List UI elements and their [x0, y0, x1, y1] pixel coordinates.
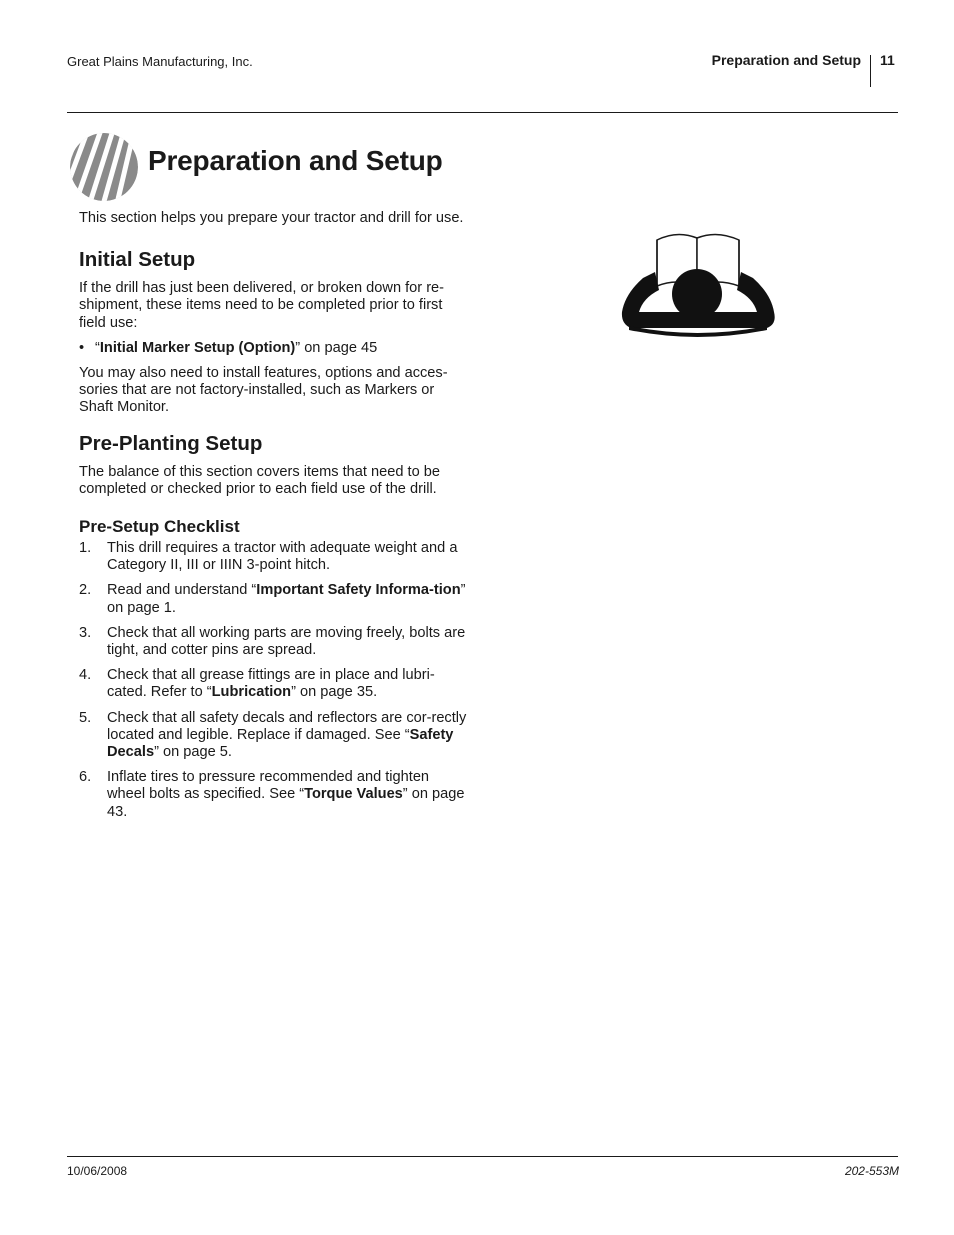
footer-rule — [67, 1156, 898, 1157]
lubrication-link[interactable]: Lubrication — [211, 684, 292, 701]
pre-planting-heading: Pre-Planting Setup — [79, 431, 263, 455]
chapter-title: Preparation and Setup — [148, 145, 443, 176]
header-rule — [67, 112, 898, 113]
checklist-item: 3. Check that all working parts are moving freely, bolts are tight, and cotter pins are spread. — [79, 624, 466, 659]
safety-decals-link[interactable]: Safety Decals — [107, 726, 454, 761]
checklist-item: 1. This drill requires a tractor with adequate weight and a Category II, III or IIIN 3-point hitch. — [79, 540, 458, 574]
safety-information-link[interactable]: Important Safety Informa-tion — [256, 582, 461, 599]
header-divider — [870, 55, 871, 87]
checklist-item: 6. Inflate tires to pressure recommended and tighten wheel bolts as specified. See “Torque Values” on page 43. — [79, 769, 465, 820]
great-plains-logo-icon — [69, 132, 139, 202]
bullet-quote-open: “ — [95, 339, 100, 356]
footer-doc-number: 202-553M — [844, 1164, 899, 1178]
checklist-item: 5. Check that all safety decals and reflectors are cor-rectly located and legible. Replace if damaged. See “Safety Decals” on page 5. — [79, 709, 467, 761]
checklist-heading: Pre-Setup Checklist — [79, 517, 240, 537]
chapter-intro: This section helps you prepare your tractor and drill for use. — [79, 210, 464, 226]
header-section-title: Preparation and Setup — [711, 52, 861, 68]
initial-setup-paragraph: If the drill has just been delivered, or broken down for re-shipment, these items need to be completed prior to first field use: — [79, 280, 445, 331]
initial-marker-setup-link[interactable]: Initial Marker Setup (Option) — [99, 339, 296, 356]
company-name: Great Plains Manufacturing, Inc. — [67, 54, 253, 69]
bullet-item — [79, 340, 471, 357]
page-number: 11 — [880, 52, 895, 68]
main-content — [79, 210, 471, 829]
checklist-item: 2. Read and understand “Important Safety Informa-tion” on page 1. — [79, 582, 466, 616]
bullet-suffix: ” on page 45 — [295, 339, 378, 356]
checklist-item: 4. Check that all grease fittings are in place and lubri-cated. Refer to “Lubrication” on page 35. — [79, 667, 435, 701]
bullet-dot: • — [79, 339, 85, 356]
read-manual-icon — [619, 228, 776, 338]
torque-values-link[interactable]: Torque Values — [304, 786, 403, 803]
initial-setup-heading: Initial Setup — [79, 248, 196, 272]
footer-date: 10/06/2008 — [67, 1164, 128, 1178]
optional-features-paragraph: You may also need to install features, options and acces-sories that are not factory-installed, such as Markers or Shaft Monitor. — [79, 365, 448, 416]
pre-planting-paragraph: The balance of this section covers items that need to be completed or checked prior to each field use of the drill. — [79, 463, 440, 497]
checklist — [79, 540, 471, 821]
